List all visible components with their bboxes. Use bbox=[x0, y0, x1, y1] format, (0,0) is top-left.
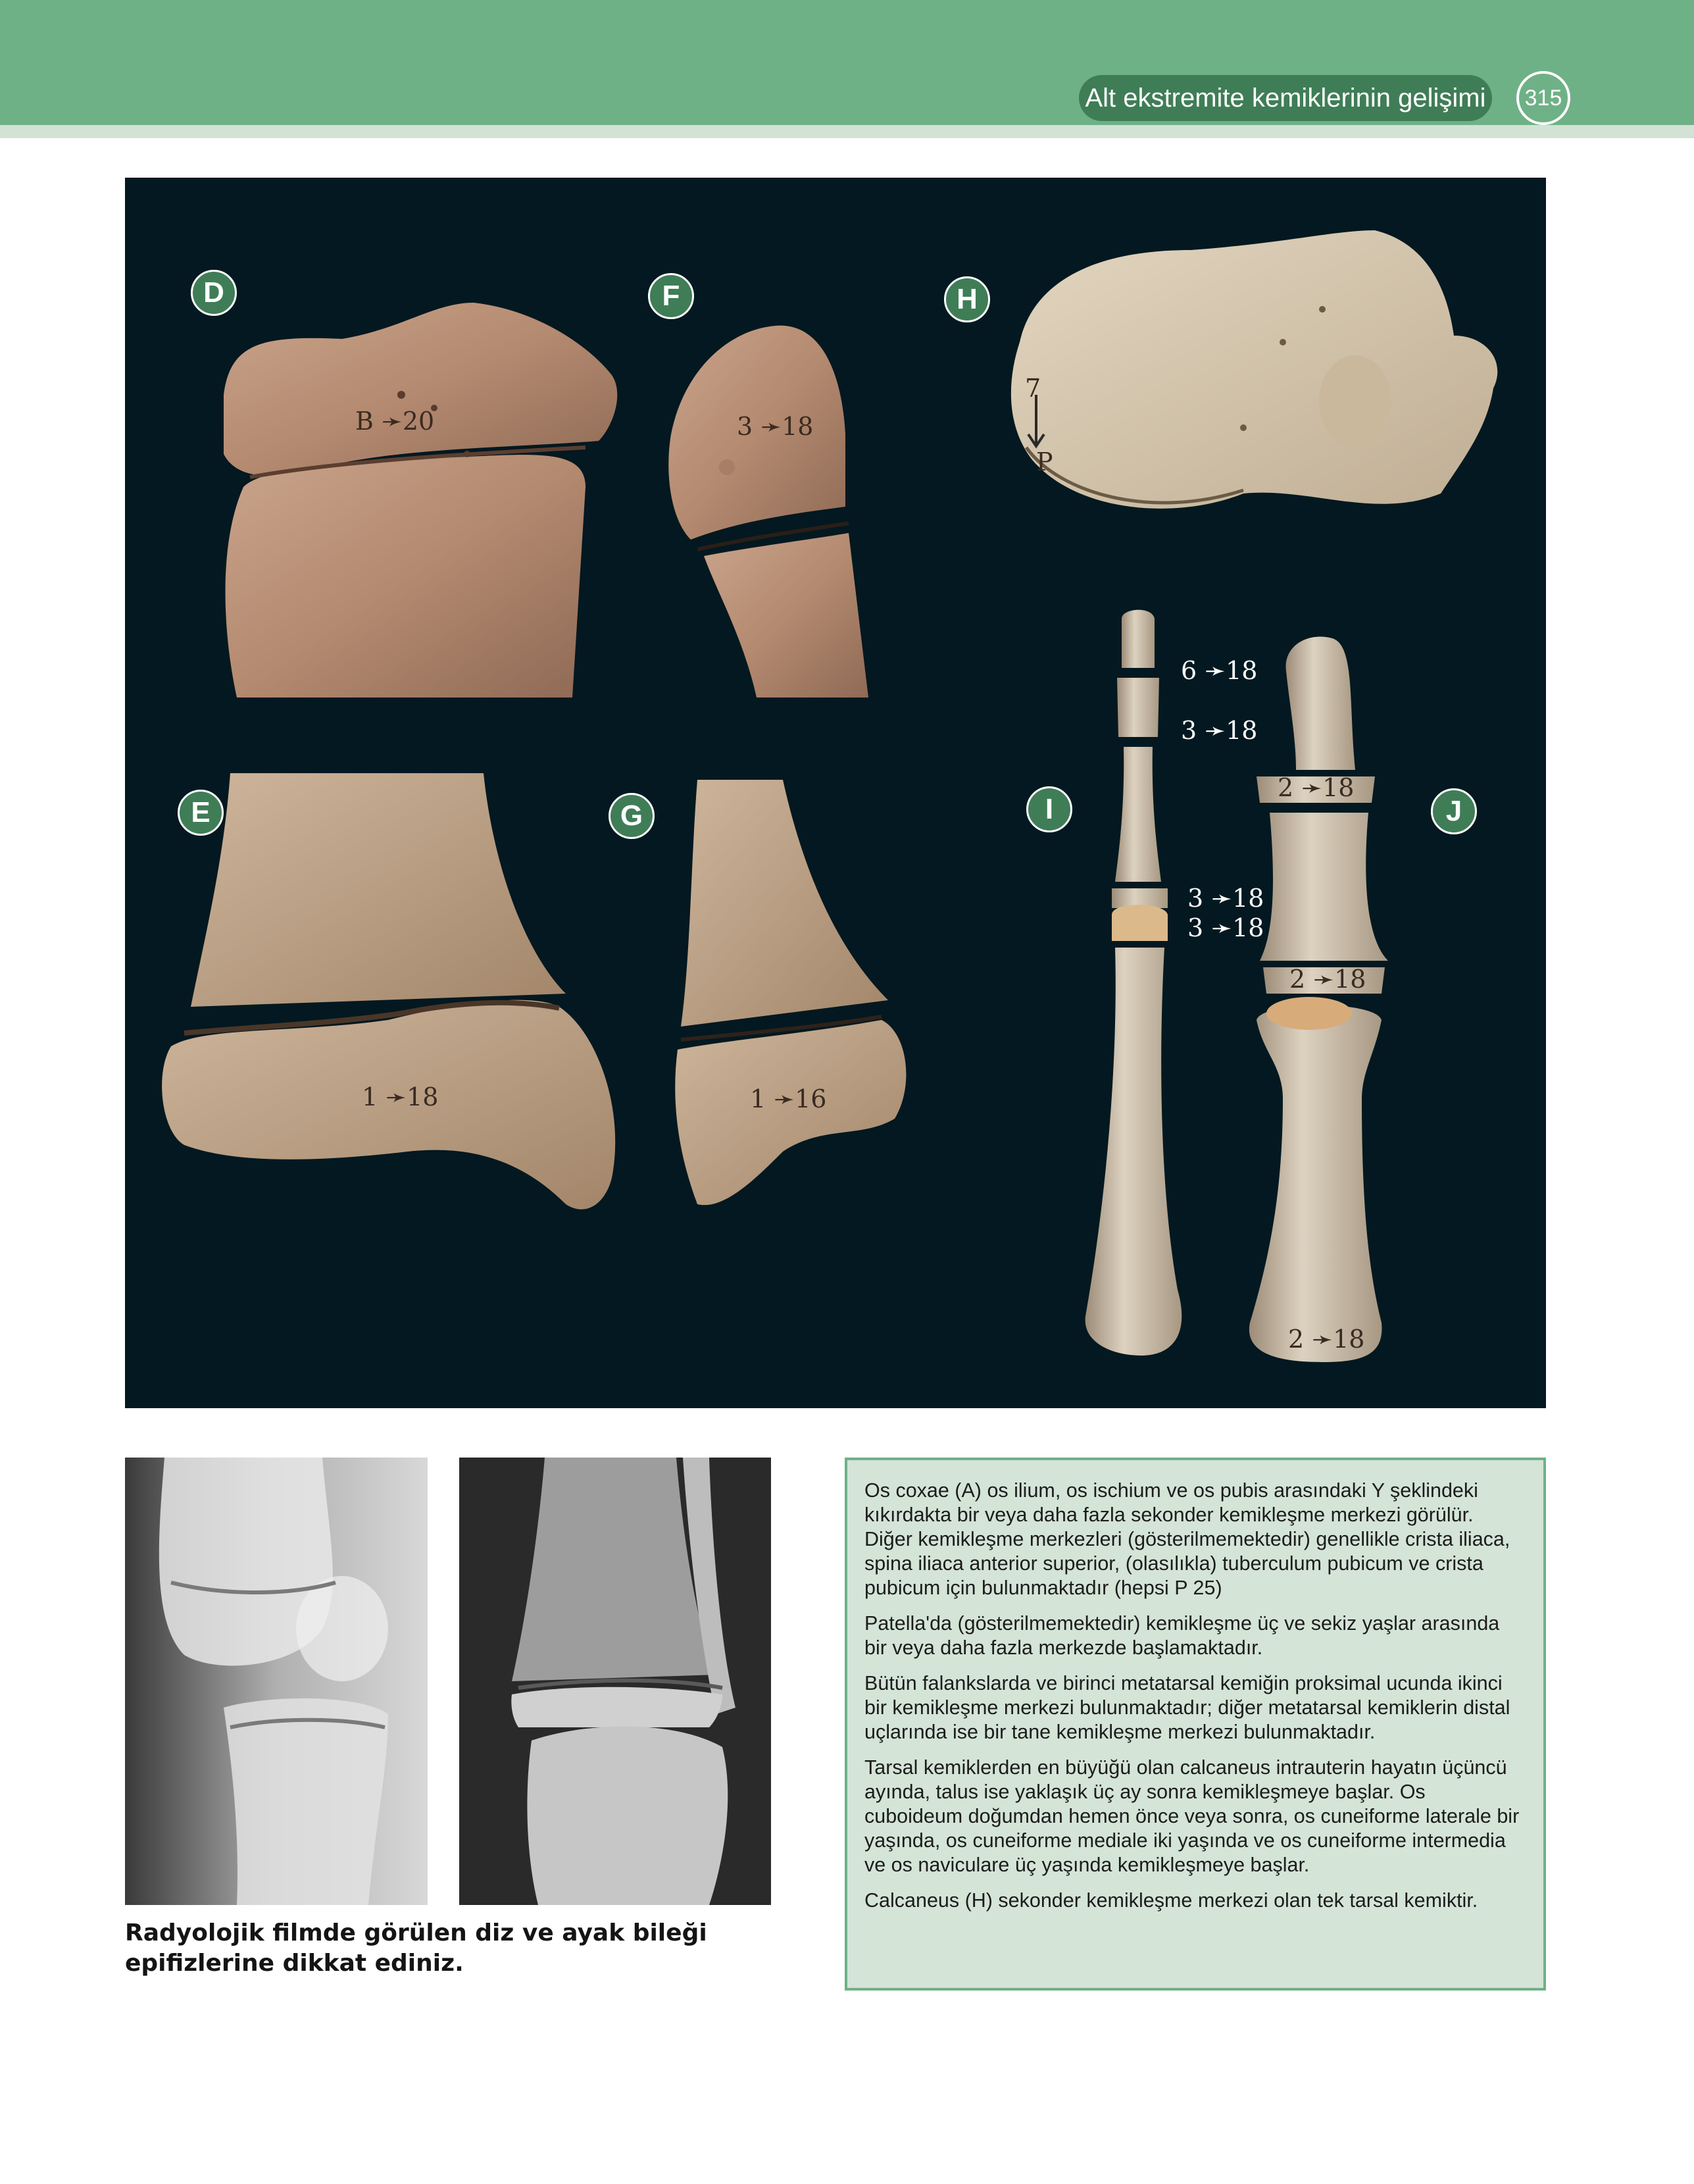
label-i-3: 3 ➛18 bbox=[1187, 884, 1264, 913]
panel-d-bone bbox=[224, 303, 617, 698]
radiograph-caption: Radyolojik filmde görülen diz ve ayak bileği epifizlerine dikkat ediniz. bbox=[125, 1919, 707, 1977]
label-i-2: 3 ➛18 bbox=[1181, 716, 1258, 745]
info-paragraph: Calcaneus (H) sekonder kemikleşme merkezi olan tek tarsal kemiktir. bbox=[864, 1889, 1478, 1912]
label-g-1: 1 ➛16 bbox=[750, 1084, 827, 1113]
panel-i-bone bbox=[1085, 610, 1182, 1356]
info-paragraph: Bütün falankslarda ve birinci metatarsal kemiğin proksimal ucunda ikinci bir kemikleşme merkezi bulunmaktadır; diğer metatarsal kemiklerin distal uçlarında ise bir tane kemikleşme merkezi bulunmaktadır. bbox=[864, 1672, 1510, 1743]
panel-letter-e: E bbox=[178, 790, 224, 836]
info-paragraph: Patella'da (gösterilmemektedir) kemikleşme üç ve sekiz yaşlar arasında bir veya daha fazla merkezde başlamaktadır. bbox=[864, 1612, 1500, 1659]
panel-letter-g: G bbox=[609, 793, 655, 839]
label-f-1: 3 ➛18 bbox=[737, 412, 814, 441]
panel-letter-h: H bbox=[944, 276, 990, 322]
info-box bbox=[845, 1458, 1546, 1991]
info-paragraph: Os coxae (A) os ilium, os ischium ve os pubis arasındaki Y şeklindeki kıkırdakta bir veya daha fazla sekonder kemikleşme merkezi görülür. Diğer kemikleşme merkezleri (gösterilmemektedir) genellikle crista iliaca, spina iliaca anterior superior, (olasılıkla) tuberculum pubicum ve crista pubicum için bulunmaktadır (hepsi P 25) bbox=[864, 1479, 1510, 1599]
label-i-1: 6 ➛18 bbox=[1181, 656, 1258, 685]
label-h-1: 7 bbox=[1025, 374, 1041, 403]
panel-f-bone bbox=[668, 326, 868, 698]
label-d-1: B ➛20 bbox=[355, 407, 435, 436]
label-j-2: 2 ➛18 bbox=[1289, 965, 1366, 994]
bone-plate bbox=[125, 178, 1546, 1408]
panel-letter-j: J bbox=[1431, 788, 1477, 834]
label-e-1: 1 ➛18 bbox=[362, 1082, 439, 1111]
info-paragraph: Tarsal kemiklerden en büyüğü olan calcaneus intrauterin hayatın üçüncü ayında, talus ise yaklaşık üç ay sonra kemikleşmeye başlar. Os cuboideum doğumdan hemen önce veya sonra, os cuneiforme laterale bir yaşında, os cuneiforme mediale iki yaşında ve os cuneiforme intermedia ve os naviculare üç yaşında kemikleşmeye başlar. bbox=[864, 1756, 1520, 1876]
panel-letter-d: D bbox=[191, 270, 237, 316]
label-h-2: P bbox=[1036, 447, 1053, 476]
panel-e-bone bbox=[162, 773, 615, 1209]
label-i-4: 3 ➛18 bbox=[1187, 913, 1264, 942]
panel-letter-f: F bbox=[648, 273, 694, 319]
label-j-3: 2 ➛18 bbox=[1288, 1325, 1365, 1354]
ankle-radiograph bbox=[459, 1458, 771, 1905]
knee-radiograph bbox=[125, 1458, 428, 1905]
page-number: 315 bbox=[1516, 71, 1570, 125]
header-stripe bbox=[0, 125, 1694, 138]
label-j-1: 2 ➛18 bbox=[1278, 773, 1355, 802]
panel-g-bone bbox=[675, 780, 906, 1205]
panel-h-bone bbox=[1011, 230, 1497, 509]
panel-letter-i: I bbox=[1026, 786, 1072, 832]
chapter-title: Alt ekstremite kemiklerinin gelişimi bbox=[1079, 75, 1492, 121]
panel-j-bone bbox=[1249, 636, 1388, 1362]
